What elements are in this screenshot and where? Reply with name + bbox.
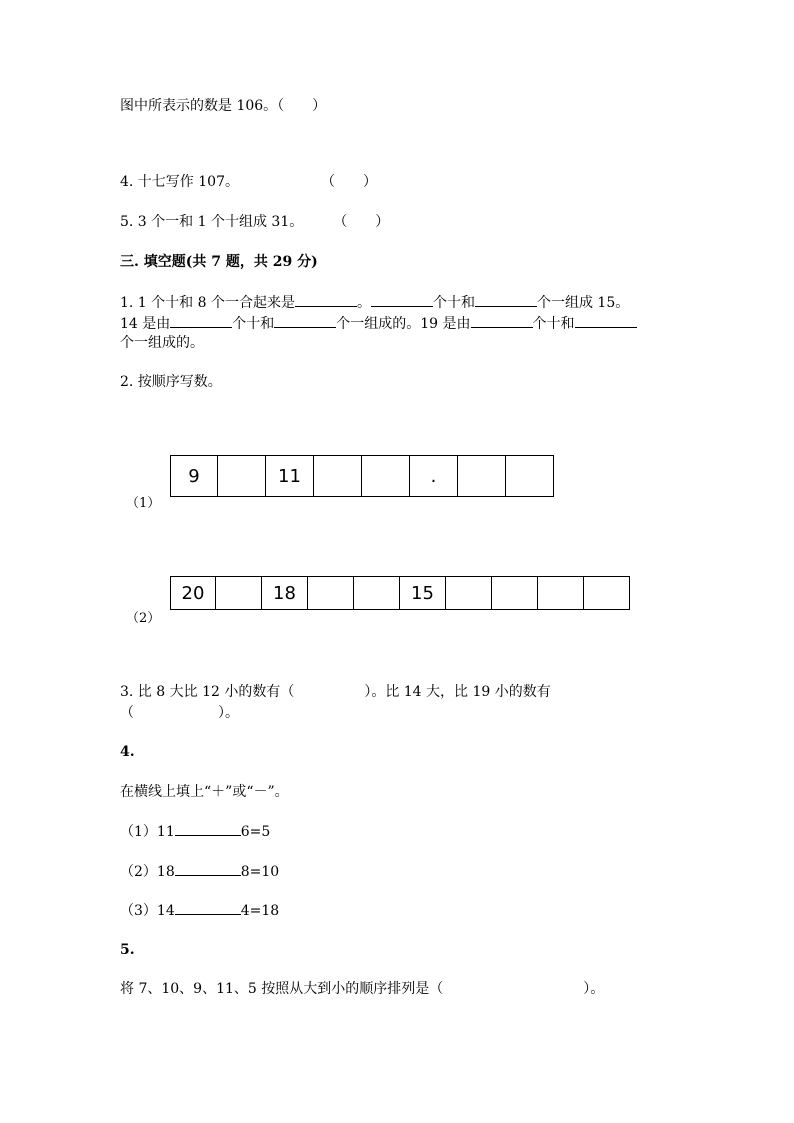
sequence-cell-5[interactable] — [362, 455, 410, 497]
fill-question-4-number: 4. — [120, 744, 135, 760]
answer-parentheses[interactable]: （ ） — [320, 174, 377, 190]
item-rest: 4=18 — [240, 903, 280, 919]
operator-blank[interactable] — [175, 821, 241, 836]
sequence-cell-7[interactable] — [446, 576, 492, 610]
text: 个一组成的。19 是由 — [336, 316, 471, 332]
fill-question-5-text: 将 7、10、9、11、5 按照从大到小的顺序排列是（ ）。 — [120, 981, 605, 997]
item-rest: 6=5 — [240, 824, 271, 840]
text: 个十和 — [232, 316, 275, 332]
sequence-cell-8[interactable] — [506, 455, 554, 497]
sequence-cell-9[interactable] — [538, 576, 584, 610]
fill-question-1-line-2 — [120, 313, 637, 334]
answer-blank[interactable] — [575, 313, 637, 328]
question-top: 图中所表示的数是 106。（ ） — [120, 98, 327, 114]
true-false-question-4 — [120, 172, 377, 192]
answer-parentheses[interactable]: （ ） — [333, 214, 390, 230]
sequence-cell-4[interactable] — [308, 576, 354, 610]
fill-question-4-item-2 — [120, 861, 279, 882]
sequence-cell-1: 9 — [170, 455, 218, 497]
fill-question-4-item-1 — [120, 821, 270, 842]
answer-blank[interactable] — [371, 292, 433, 307]
operator-blank[interactable] — [175, 861, 241, 876]
item-rest: 8=10 — [240, 864, 280, 880]
text: 1. 1 个十和 8 个一合起来是 — [120, 295, 295, 311]
text: 个十和 — [532, 316, 575, 332]
answer-blank[interactable] — [274, 313, 336, 328]
sequence-row-2-label: （2） — [126, 611, 161, 626]
true-false-question-5 — [120, 212, 389, 232]
sequence-cell-2[interactable] — [218, 455, 266, 497]
question-text: 4. 十七写作 107。 — [120, 174, 239, 190]
fill-question-5-number: 5. — [120, 942, 135, 958]
sequence-cell-6: . — [410, 455, 458, 497]
sequence-row-1-label: （1） — [126, 496, 161, 511]
fill-question-1-line-1 — [120, 292, 629, 313]
fill-question-3-line-2: （ ）。 — [120, 705, 239, 721]
item-label: （1）11 — [120, 824, 175, 840]
answer-blank[interactable] — [471, 313, 533, 328]
fill-question-2-title: 2. 按顺序写数。 — [120, 374, 222, 390]
sequence-cell-3: 18 — [262, 576, 308, 610]
sequence-cell-10[interactable] — [584, 576, 630, 610]
answer-blank[interactable] — [475, 292, 537, 307]
question-text: 5. 3 个一和 1 个十组成 31。 — [120, 214, 304, 230]
sequence-cell-6: 15 — [400, 576, 446, 610]
text: 。 — [356, 295, 371, 311]
text: 个一组成 15。 — [536, 295, 630, 311]
sequence-cell-2[interactable] — [216, 576, 262, 610]
operator-blank[interactable] — [175, 900, 241, 915]
item-label: （3）14 — [120, 903, 175, 919]
item-label: （2）18 — [120, 864, 175, 880]
sequence-cell-5[interactable] — [354, 576, 400, 610]
text: 14 是由 — [120, 316, 171, 332]
fill-question-4-item-3 — [120, 900, 279, 921]
sequence-cell-7[interactable] — [458, 455, 506, 497]
fill-question-3-line-1: 3. 比 8 大比 12 小的数有（ ）。比 14 大，比 19 小的数有 — [120, 684, 551, 700]
fill-question-4-instruction: 在横线上填上“＋”或“－”。 — [120, 784, 289, 800]
sequence-cell-8[interactable] — [492, 576, 538, 610]
sequence-cell-4[interactable] — [314, 455, 362, 497]
fill-question-1-line-3: 个一组成的。 — [120, 335, 204, 351]
answer-blank[interactable] — [295, 292, 357, 307]
section-title: 三. 填空题(共 7 题，共 29 分) — [120, 254, 318, 270]
sequence-cell-3: 11 — [266, 455, 314, 497]
text: 个十和 — [432, 295, 475, 311]
sequence-row-2 — [170, 576, 630, 610]
answer-blank[interactable] — [170, 313, 232, 328]
sequence-cell-1: 20 — [170, 576, 216, 610]
sequence-row-1 — [170, 455, 554, 497]
